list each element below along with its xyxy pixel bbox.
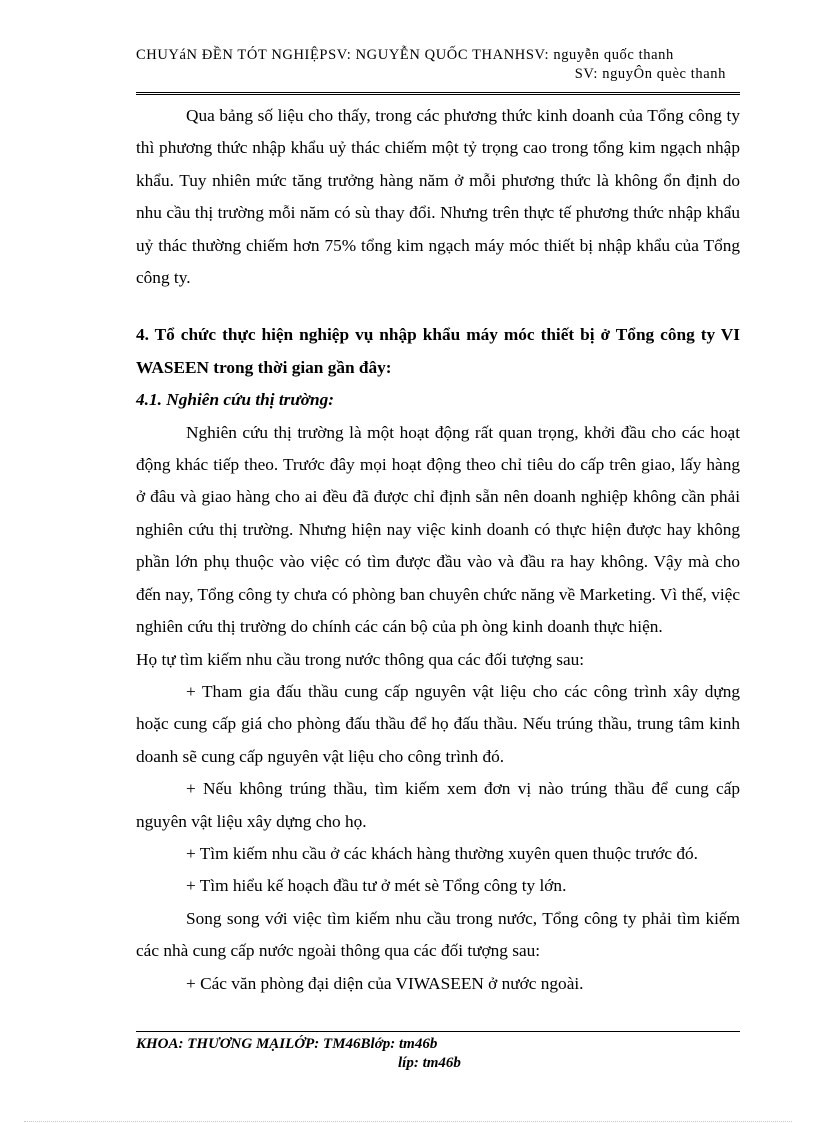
page-footer <box>136 1035 740 1073</box>
footer-line-1: KHOA: THƯƠNG MẠILỚP: TM46Blớp: tm46b <box>136 1036 438 1052</box>
subsection-heading-4-1: 4.1. Nghiên cứu thị trường: <box>136 390 335 410</box>
spacer <box>136 294 740 319</box>
paragraph-summary: Qua bảng số liệu cho thấy, trong các phương thức kinh doanh của Tổng công ty thì phương thức nhập khẩu uỷ thác chiếm một tỷ trọng cao trong tổng kim ngạch nhập khẩu. Tuy nhiên mức tăng trưởng hàng năm ở mỗi phương thức là không ổn định do nhu cầu thị trường mỗi năm có sù thay đổi. Nhưng trên thực tế phương thức nhập khẩu uỷ thác thường chiếm hơn 75% tổng kim ngạch máy móc thiết bị nhập khẩu của Tổng công ty. <box>136 106 740 288</box>
section-heading-4: 4. Tổ chức thực hiện nghiệp vụ nhập khẩu máy móc thiết bị ở Tổng công ty VI WASEEN trong thời gian gần đây: <box>136 325 740 377</box>
paragraph-market-research: Nghiên cứu thị trường là một hoạt động rất quan trọng, khởi đầu cho các hoạt động khác tiếp theo. Trước đây mọi hoạt động theo chỉ tiêu do cấp trên giao, lấy hàng ở đâu và giao hàng cho ai đều đã được chỉ định sẵn nên doanh nghiệp không cần phải nghiên cứu thị trường. Nhưng hiện nay việc kinh doanh có thực hiện được hay không phần lớn phụ thuộc vào việc có tìm được đầu vào và đầu ra hay không. Vậy mà cho đến nay, Tổng công ty chưa có phòng ban chuyên chức năng về Marketing. Vì thế, việc nghiên cứu thị trường do chính các cán bộ của ph òng kinh doanh thực hiện. <box>136 422 740 637</box>
footer-line-2: líp: tm46b <box>398 1055 461 1071</box>
list-item-regular-customers: + Tìm kiếm nhu cầu ở các khách hàng thường xuyên quen thuộc trước đó. <box>186 843 698 863</box>
document-body <box>136 100 740 1000</box>
paragraph-domestic-intro: Họ tự tìm kiếm nhu cầu trong nước thông qua các đối tượng sau: <box>136 649 585 669</box>
list-item-not-winning: + Nếu không trúng thầu, tìm kiếm xem đơn vị nào trúng thầu để cung cấp nguyên vật liệu xây dựng cho họ. <box>136 779 740 831</box>
footer-rule <box>136 1031 740 1032</box>
header-line-2: SV: nguyÔn quèc thanh <box>574 66 726 82</box>
paragraph-foreign-intro: Song song với việc tìm kiếm nhu cầu trong nước, Tổng công ty phải tìm kiếm các nhà cung cấp nước ngoài thông qua các đối tượng sau: <box>136 908 740 961</box>
page-edge-dots <box>24 1121 792 1122</box>
header-rule <box>136 92 740 95</box>
list-item-bidding: + Tham gia đấu thầu cung cấp nguyên vật liệu cho các công trình xây dựng hoặc cung cấp giá cho phòng đấu thầu để họ đấu thầu. Nếu trúng thầu, trung tâm kinh doanh sẽ cung cấp nguyên vật liệu cho công trình đó. <box>136 681 740 766</box>
header-line-1: CHUYáN ĐỀN TÓT NGHIỆPSV: NGUYỄN QUỐC THANHSV: nguyễn quốc thanh <box>136 47 674 63</box>
page-header <box>136 46 740 84</box>
list-item-representative-offices: + Các văn phòng đại diện của VIWASEEN ở nước ngoài. <box>186 973 584 993</box>
list-item-investment-plans: + Tìm hiểu kế hoạch đầu tư ở mét sè Tổng công ty lớn. <box>186 876 567 896</box>
